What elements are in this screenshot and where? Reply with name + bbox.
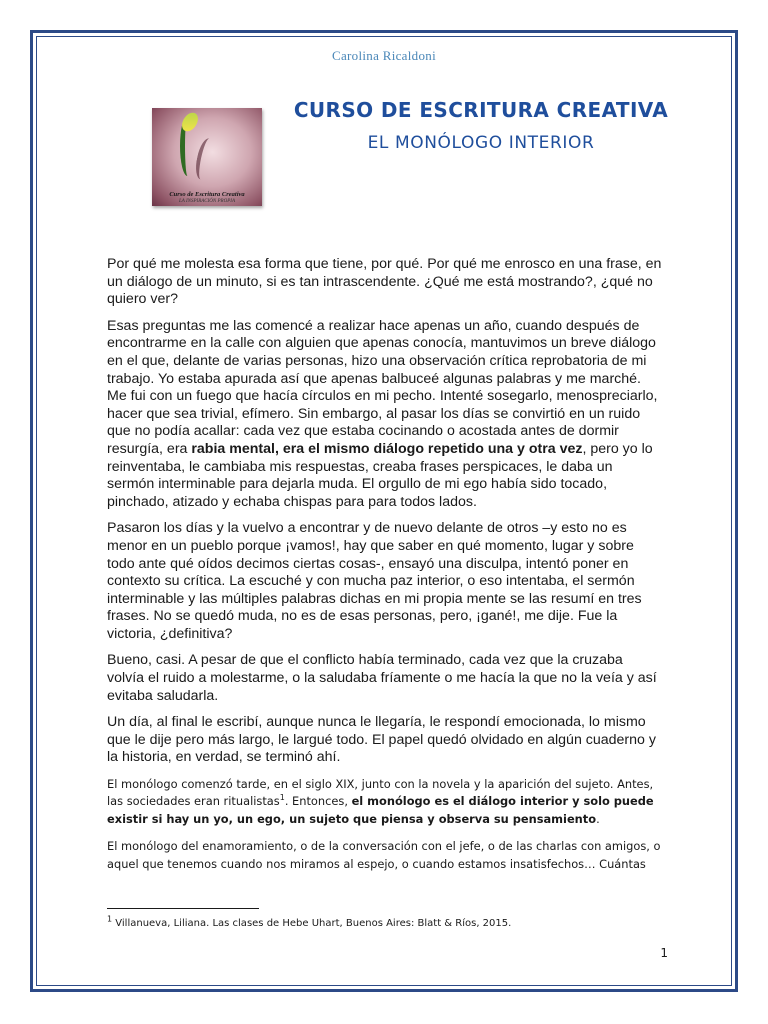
paragraph-6-text-b: . Entonces, bbox=[284, 794, 352, 809]
paragraph-6 bbox=[107, 776, 663, 828]
footnote-reference[interactable]: 1 bbox=[279, 793, 285, 803]
paragraph-6-text-c: . bbox=[596, 811, 600, 826]
page-number: 1 bbox=[660, 946, 668, 960]
document-title: CURSO DE ESCRITURA CREATIVA bbox=[293, 98, 669, 122]
header-author: Carolina Ricaldoni bbox=[332, 48, 436, 63]
course-logo-image bbox=[152, 108, 262, 206]
logo-flower-shadow bbox=[193, 137, 217, 181]
paragraph-4: Bueno, casi. A pesar de que el conflicto había terminado, cada vez que la cruzaba volvía el ruido a molestarme, o la saludaba fríamente o me hacía la que no la veía y así evitaba saludarla. bbox=[107, 652, 657, 704]
document-subtitle: EL MONÓLOGO INTERIOR bbox=[367, 133, 595, 153]
footnote-mark: 1 bbox=[107, 914, 113, 924]
paragraph-6-text-a: El monólogo comenzó tarde, en el siglo XIX, junto con la novela y la aparición del sujeto. Antes, las sociedades eran ritualistas bbox=[107, 777, 654, 809]
footnote bbox=[107, 914, 667, 929]
paragraph-2-bold: rabia mental, era el mismo diálogo repetido una y otra vez bbox=[191, 440, 583, 457]
paragraph-2-text-b: , pero yo lo reinventaba, le cambiaba mis respuestas, creaba frases perspicaces, le daba un sermón interminable para dejarla muda. El orgullo de mi ego había sido tocado, pinchado, atizado y echaba chispas para para todos lados. bbox=[107, 440, 653, 510]
logo-subcaption: LA INSPIRACIÓN PROPIA bbox=[178, 199, 235, 204]
paragraph-2-text-a: Esas preguntas me las comencé a realizar hace apenas un año, cuando después de encontrarme en la calle con alguien que apenas conocía, mantuvimos un breve diálogo en el que, delante de varias personas, hizo una observación crítica reprobatoria de mi trabajo. Yo estaba apurada así que apenas balbuceé algunas palabras y me marché. Me fui con un fuego que hacía círculos en mi pecho. Intenté sosegarlo, menospreciarlo, hacer que sea trivial, efímero. Sin embargo, al pasar los días se convirtió en un ruido que no podía acallar: cada vez que estaba cocinando o acostada antes de dormir resurgía, era bbox=[107, 317, 658, 457]
paragraph-1: Por qué me molesta esa forma que tiene, por qué. Por qué me enrosco en una frase, en un diálogo de un minuto, si es tan intrascendente. ¿Qué me está mostrando?, ¿qué no quiero ver? bbox=[107, 256, 662, 308]
paragraph-3: Pasaron los días y la vuelvo a encontrar y de nuevo delante de otros –y esto no es menor en un pueblo porque ¡vamos!, hay que saber en qué momento, lugar y sobre todo ante qué oídos decimos ciertas cosas-, ensayó una disculpa, intentó poner en contexto su crítica. La escuché y con mucha paz interior, o eso intentaba, el sermón interminable y las múltiples palabras dichas en mi propia mente se las resumí en tres frases. No se quedó muda, no es de esas personas, pero, ¡gané!, me dije. Fue la victoria, ¿definitiva? bbox=[107, 520, 642, 642]
document-body bbox=[107, 256, 663, 883]
paragraph-5: Un día, al final le escribí, aunque nunca le llegaría, le respondí emocionada, lo mismo que le dije pero más largo, le largué todo. El papel quedó olvidado en algún cuaderno y la historia, en verdad, se terminó ahí. bbox=[107, 714, 656, 766]
paragraph-2 bbox=[107, 318, 663, 512]
logo-caption: Curso de Escritura Creativa bbox=[169, 191, 245, 198]
paragraph-7: El monólogo del enamoramiento, o de la conversación con el jefe, o de las charlas con amigos, o aquel que tenemos cuando nos miramos al espejo, o cuando estamos insatisfechos… Cuántas bbox=[107, 839, 661, 871]
footnote-text: Villanueva, Liliana. Las clases de Hebe Uhart, Buenos Aires: Blatt & Ríos, 2015. bbox=[112, 918, 512, 929]
paragraph-6-bold: el monólogo es el diálogo interior y solo puede existir si hay un yo, un ego, un sujeto que piensa y observa su pensamiento bbox=[107, 794, 654, 826]
footnote-separator bbox=[107, 908, 259, 909]
logo-flower-bud bbox=[180, 110, 200, 134]
